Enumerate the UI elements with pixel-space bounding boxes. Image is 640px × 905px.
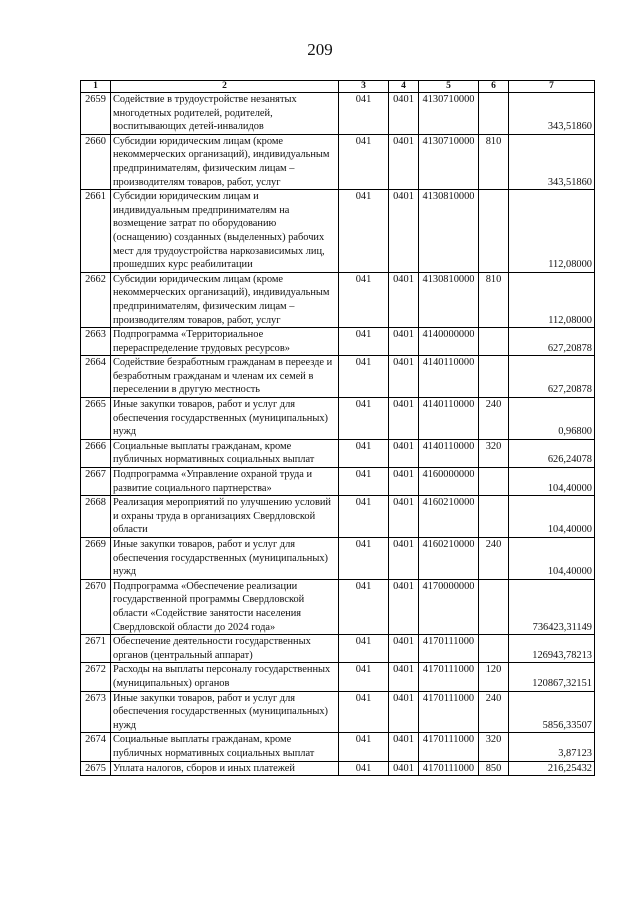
header-row xyxy=(81,81,595,93)
column-header: 1 xyxy=(81,81,111,93)
table-row xyxy=(81,190,595,273)
table-row xyxy=(81,538,595,580)
row-target-code: 4160210000 xyxy=(419,538,479,580)
row-expense-type xyxy=(479,635,509,663)
row-expense-type: 810 xyxy=(479,134,509,189)
column-header: 6 xyxy=(479,81,509,93)
row-amount: 0,96800 xyxy=(509,398,595,440)
row-admin-code: 041 xyxy=(339,93,389,135)
row-number: 2659 xyxy=(81,93,111,135)
row-name: Обеспечение деятельности государственных органов (центральный аппарат) xyxy=(111,635,339,663)
table-row xyxy=(81,93,595,135)
row-admin-code: 041 xyxy=(339,538,389,580)
row-amount: 120867,32151 xyxy=(509,663,595,691)
table-row xyxy=(81,439,595,467)
row-amount: 216,25432 xyxy=(509,761,595,776)
row-admin-code: 041 xyxy=(339,635,389,663)
row-admin-code: 041 xyxy=(339,663,389,691)
row-section-code: 0401 xyxy=(389,328,419,356)
row-section-code: 0401 xyxy=(389,439,419,467)
row-section-code: 0401 xyxy=(389,691,419,733)
row-expense-type: 320 xyxy=(479,439,509,467)
column-header: 5 xyxy=(419,81,479,93)
row-expense-type xyxy=(479,328,509,356)
row-expense-type: 810 xyxy=(479,272,509,327)
row-target-code: 4170111000 xyxy=(419,761,479,776)
row-target-code: 4160210000 xyxy=(419,496,479,538)
row-admin-code: 041 xyxy=(339,272,389,327)
table-row xyxy=(81,272,595,327)
row-section-code: 0401 xyxy=(389,93,419,135)
table-row xyxy=(81,663,595,691)
row-number: 2671 xyxy=(81,635,111,663)
row-target-code: 4170111000 xyxy=(419,663,479,691)
row-target-code: 4140000000 xyxy=(419,328,479,356)
table-row xyxy=(81,733,595,761)
row-number: 2669 xyxy=(81,538,111,580)
row-name: Социальные выплаты гражданам, кроме публичных нормативных социальных выплат xyxy=(111,439,339,467)
row-name: Иные закупки товаров, работ и услуг для обеспечения государственных (муниципальных) нужд xyxy=(111,691,339,733)
row-target-code: 4140110000 xyxy=(419,439,479,467)
row-amount: 343,51860 xyxy=(509,93,595,135)
row-section-code: 0401 xyxy=(389,538,419,580)
row-amount: 3,87123 xyxy=(509,733,595,761)
row-amount: 112,08000 xyxy=(509,190,595,273)
row-expense-type: 240 xyxy=(479,398,509,440)
row-number: 2665 xyxy=(81,398,111,440)
row-name: Реализация мероприятий по улучшению условий и охраны труда в организациях Свердловской области xyxy=(111,496,339,538)
column-header: 7 xyxy=(509,81,595,93)
row-section-code: 0401 xyxy=(389,579,419,634)
row-number: 2664 xyxy=(81,356,111,398)
table-row xyxy=(81,328,595,356)
row-section-code: 0401 xyxy=(389,398,419,440)
row-name: Уплата налогов, сборов и иных платежей xyxy=(111,761,339,776)
row-amount: 104,40000 xyxy=(509,468,595,496)
row-admin-code: 041 xyxy=(339,328,389,356)
row-number: 2674 xyxy=(81,733,111,761)
table-row xyxy=(81,635,595,663)
column-header: 2 xyxy=(111,81,339,93)
row-amount: 104,40000 xyxy=(509,538,595,580)
row-target-code: 4130710000 xyxy=(419,93,479,135)
row-expense-type xyxy=(479,93,509,135)
row-amount: 343,51860 xyxy=(509,134,595,189)
row-section-code: 0401 xyxy=(389,134,419,189)
row-name: Субсидии юридическим лицам и индивидуальным предпринимателям на возмещение затрат по оборудованию (оснащению) созданных (выделенных) рабочих мест для трудоустройства наркозависимых лиц, прошедших курс реабилитации xyxy=(111,190,339,273)
row-admin-code: 041 xyxy=(339,439,389,467)
row-expense-type xyxy=(479,468,509,496)
row-number: 2661 xyxy=(81,190,111,273)
row-amount: 112,08000 xyxy=(509,272,595,327)
row-admin-code: 041 xyxy=(339,496,389,538)
table-row xyxy=(81,134,595,189)
row-target-code: 4130810000 xyxy=(419,272,479,327)
row-expense-type: 120 xyxy=(479,663,509,691)
row-amount: 736423,31149 xyxy=(509,579,595,634)
row-name: Содействие в трудоустройстве незанятых многодетных родителей, родителей, воспитывающих детей-инвалидов xyxy=(111,93,339,135)
row-number: 2663 xyxy=(81,328,111,356)
row-name: Подпрограмма «Управление охраной труда и развитие социального партнерства» xyxy=(111,468,339,496)
row-number: 2667 xyxy=(81,468,111,496)
row-expense-type xyxy=(479,190,509,273)
row-name: Иные закупки товаров, работ и услуг для обеспечения государственных (муниципальных) нужд xyxy=(111,398,339,440)
row-name: Социальные выплаты гражданам, кроме публичных нормативных социальных выплат xyxy=(111,733,339,761)
row-section-code: 0401 xyxy=(389,468,419,496)
row-number: 2670 xyxy=(81,579,111,634)
row-target-code: 4170111000 xyxy=(419,635,479,663)
row-number: 2673 xyxy=(81,691,111,733)
row-number: 2660 xyxy=(81,134,111,189)
row-expense-type: 850 xyxy=(479,761,509,776)
row-amount: 126943,78213 xyxy=(509,635,595,663)
row-target-code: 4170000000 xyxy=(419,579,479,634)
row-name: Иные закупки товаров, работ и услуг для обеспечения государственных (муниципальных) нужд xyxy=(111,538,339,580)
table-row xyxy=(81,496,595,538)
row-admin-code: 041 xyxy=(339,134,389,189)
table-row xyxy=(81,468,595,496)
table-row xyxy=(81,691,595,733)
row-target-code: 4160000000 xyxy=(419,468,479,496)
table-row xyxy=(81,356,595,398)
row-expense-type: 320 xyxy=(479,733,509,761)
row-section-code: 0401 xyxy=(389,635,419,663)
row-name: Подпрограмма «Обеспечение реализации государственной программы Свердловской области «Содействие занятости населения Свердловской области до 2024 года» xyxy=(111,579,339,634)
row-admin-code: 041 xyxy=(339,190,389,273)
row-amount: 5856,33507 xyxy=(509,691,595,733)
row-target-code: 4170111000 xyxy=(419,691,479,733)
row-number: 2662 xyxy=(81,272,111,327)
row-name: Подпрограмма «Территориальное перераспределение трудовых ресурсов» xyxy=(111,328,339,356)
row-section-code: 0401 xyxy=(389,272,419,327)
row-admin-code: 041 xyxy=(339,579,389,634)
row-admin-code: 041 xyxy=(339,468,389,496)
row-admin-code: 041 xyxy=(339,761,389,776)
row-expense-type xyxy=(479,579,509,634)
table-row xyxy=(81,579,595,634)
row-number: 2675 xyxy=(81,761,111,776)
row-target-code: 4130710000 xyxy=(419,134,479,189)
budget-table xyxy=(80,80,595,776)
row-name: Субсидии юридическим лицам (кроме некоммерческих организаций), индивидуальным предпринимателям, физическим лицам – производителям товаров, работ, услуг xyxy=(111,272,339,327)
row-number: 2668 xyxy=(81,496,111,538)
row-name: Расходы на выплаты персоналу государственных (муниципальных) органов xyxy=(111,663,339,691)
row-target-code: 4140110000 xyxy=(419,356,479,398)
row-expense-type: 240 xyxy=(479,538,509,580)
table-row xyxy=(81,398,595,440)
row-section-code: 0401 xyxy=(389,663,419,691)
row-number: 2672 xyxy=(81,663,111,691)
row-section-code: 0401 xyxy=(389,190,419,273)
row-target-code: 4170111000 xyxy=(419,733,479,761)
column-header: 4 xyxy=(389,81,419,93)
row-expense-type xyxy=(479,356,509,398)
page-number: 209 xyxy=(307,40,333,59)
row-admin-code: 041 xyxy=(339,691,389,733)
row-amount: 626,24078 xyxy=(509,439,595,467)
row-admin-code: 041 xyxy=(339,733,389,761)
row-section-code: 0401 xyxy=(389,761,419,776)
row-section-code: 0401 xyxy=(389,496,419,538)
row-name: Субсидии юридическим лицам (кроме некоммерческих организаций), индивидуальным предпринимателям, физическим лицам – производителям товаров, работ, услуг xyxy=(111,134,339,189)
row-admin-code: 041 xyxy=(339,356,389,398)
row-amount: 627,20878 xyxy=(509,328,595,356)
table-row xyxy=(81,761,595,776)
row-expense-type xyxy=(479,496,509,538)
row-target-code: 4130810000 xyxy=(419,190,479,273)
row-admin-code: 041 xyxy=(339,398,389,440)
row-number: 2666 xyxy=(81,439,111,467)
column-header: 3 xyxy=(339,81,389,93)
row-expense-type: 240 xyxy=(479,691,509,733)
row-amount: 104,40000 xyxy=(509,496,595,538)
row-target-code: 4140110000 xyxy=(419,398,479,440)
row-amount: 627,20878 xyxy=(509,356,595,398)
row-name: Содействие безработным гражданам в переезде и безработным гражданам и членам их семей в переселении в другую местность xyxy=(111,356,339,398)
row-section-code: 0401 xyxy=(389,733,419,761)
row-section-code: 0401 xyxy=(389,356,419,398)
